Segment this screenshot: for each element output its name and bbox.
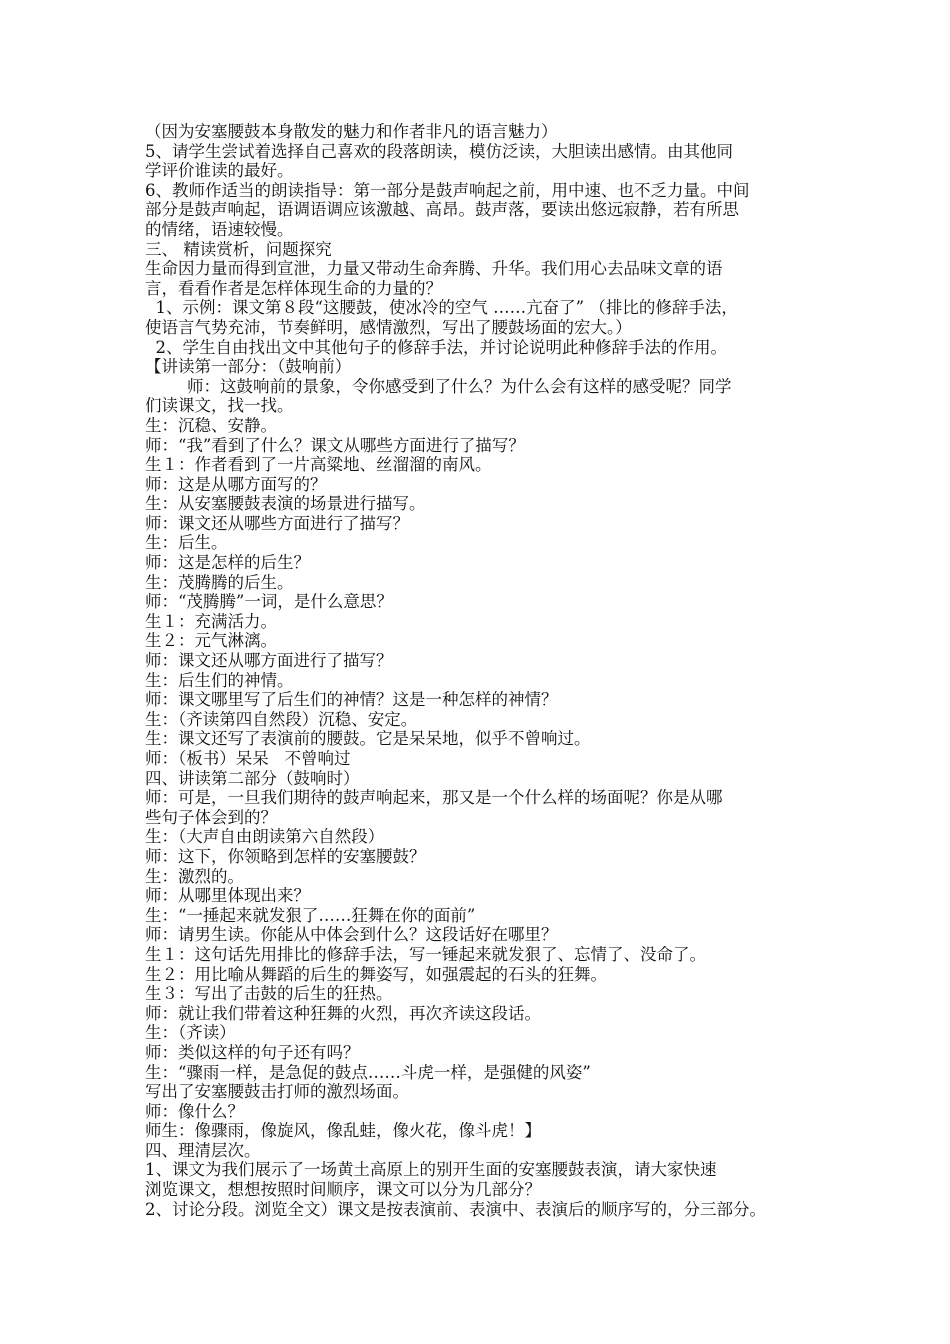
text-line: 的情绪，语速较慢。: [145, 219, 294, 239]
section-heading: 三、 精读赏析，问题探究: [145, 239, 332, 259]
text-line: 生命因力量而得到宣泄，力量又带动生命奔腾、升华。我们用心去品味文章的语: [145, 259, 723, 279]
dialogue-line: 师：这是怎样的后生？: [145, 553, 310, 573]
text-line: 们读课文，找一找。: [145, 396, 294, 416]
text-line: 学评价谁读的最好。: [145, 161, 294, 181]
dialogue-line: 生：（齐读）: [145, 1023, 236, 1043]
text-line: 些句子体会到的？: [145, 807, 277, 827]
dialogue-line: 师：“茂腾腾”一词，是什么意思？: [145, 592, 393, 612]
text-line: 言，看看作者是怎样体现生命的力量的？: [145, 278, 442, 298]
document-page: [145, 122, 810, 1219]
dialogue-line: 师：（板书）呆呆 不曾响过: [145, 749, 351, 768]
dialogue-line: 生１：充满活力。: [145, 611, 277, 631]
dialogue-line: 生：激烈的。: [145, 866, 244, 886]
dialogue-line: 师：可是，一旦我们期待的鼓声响起来，那又是一个什么样的场面呢？你是从哪: [145, 788, 723, 808]
dialogue-line: 生：茂腾腾的后生。: [145, 572, 294, 592]
dialogue-line: 生１：这句话先用排比的修辞手法，写一锤起来就发狠了、忘情了、没命了。: [145, 944, 706, 964]
dialogue-line: 师：课文还从哪些方面进行了描写？: [145, 513, 409, 533]
text-line: 2、学生自由找出文中其他句子的修辞手法，并讨论说明此种修辞手法的作用。: [145, 337, 727, 357]
dialogue-line: 师：“我”看到了什么？课文从哪些方面进行了描写？: [145, 435, 525, 455]
dialogue-line: 生：后生们的神情。: [145, 670, 294, 690]
dialogue-line: 生：从安塞腰鼓表演的场景进行描写。: [145, 494, 426, 514]
dialogue-line: 师：像什么？: [145, 1101, 244, 1121]
dialogue-line: 生：沉稳、安静。: [145, 415, 277, 435]
dialogue-line: 师：类似这样的句子还有吗？: [145, 1042, 360, 1062]
dialogue-line: 生２：元气淋漓。: [145, 631, 277, 651]
dialogue-line: 生２：用比喻从舞蹈的后生的舞姿写，如强震起的石头的狂舞。: [145, 964, 607, 984]
dialogue-line: 生：（大声自由朗读第六自然段）: [145, 827, 385, 847]
section-heading: 【讲读第一部分：（鼓响前）: [145, 357, 352, 377]
dialogue-line: 师：这是从哪方面写的？: [145, 474, 327, 494]
text-line: 写出了安塞腰鼓击打师的激烈场面。: [145, 1082, 409, 1102]
dialogue-line: 师：请男生读。你能从中体会到什么？这段话好在哪里？: [145, 925, 558, 945]
section-heading: 四、理清层次。: [145, 1140, 261, 1160]
dialogue-line: 师：课文哪里写了后生们的神情？这是一种怎样的神情？: [145, 690, 558, 710]
dialogue-line: 师：从哪里体现出来？: [145, 886, 310, 906]
dialogue-line: 生１：作者看到了一片高粱地、丝溜溜的南风。: [145, 455, 492, 475]
text-line: 师：这鼓响前的景象，令你感受到了什么？为什么会有这样的感受呢？同学: [145, 376, 732, 396]
dialogue-line: 生：“一捶起来就发狠了……狂舞在你的面前”: [145, 905, 476, 925]
dialogue-line: 师：就让我们带着这种狂舞的火烈，再次齐读这段话。: [145, 1003, 541, 1023]
text-line: 1、课文为我们展示了一场黄土高原上的别开生面的安塞腰鼓表演，请大家快速: [145, 1160, 717, 1180]
dialogue-line: 生：“骤雨一样，是急促的鼓点……斗虎一样，是强健的风姿”: [145, 1062, 591, 1082]
dialogue-line: 生：（齐读第四自然段）沉稳、安定。: [145, 709, 418, 729]
dialogue-line: 师：这下，你领略到怎样的安塞腰鼓？: [145, 846, 426, 866]
dialogue-line: 生：后生。: [145, 533, 228, 553]
text-line: 5、请学生尝试着选择自己喜欢的段落朗读，模仿泛读，大胆读出感情。由其他同: [145, 141, 733, 161]
text-line: 使语言气势充沛，节奏鲜明，感情激烈，写出了腰鼓场面的宏大。）: [145, 317, 632, 337]
text-line: 2、讨论分段。浏览全文）课文是按表演前、表演中、表演后的顺序写的，分三部分。: [145, 1199, 766, 1219]
text-line: 浏览课文，想想按照时间顺序，课文可以分为几部分？: [145, 1180, 541, 1200]
text-line: 1、示例：课文第８段“这腰鼓，使冰冷的空气 ……亢奋了” （排比的修辞手法，: [145, 298, 738, 318]
text-line: （因为安塞腰鼓本身散发的魅力和作者非凡的语言魅力）: [145, 122, 558, 141]
dialogue-line: 师：课文还从哪方面进行了描写？: [145, 651, 393, 671]
text-line: 6、教师作适当的朗读指导：第一部分是鼓声响起之前，用中速、也不乏力量。中间: [145, 180, 750, 200]
section-heading: 四、讲读第二部分（鼓响时）: [145, 768, 360, 788]
dialogue-line: 生：课文还写了表演前的腰鼓。它是呆呆地，似乎不曾响过。: [145, 729, 591, 749]
dialogue-line: 师生：像骤雨，像旋风，像乱蛙，像火花，像斗虎！】: [145, 1121, 541, 1141]
text-line: 部分是鼓声响起，语调语调应该激越、高昂。鼓声落，要读出悠远寂静，若有所思: [145, 200, 739, 220]
dialogue-line: 生３：写出了击鼓的后生的狂热。: [145, 984, 393, 1004]
